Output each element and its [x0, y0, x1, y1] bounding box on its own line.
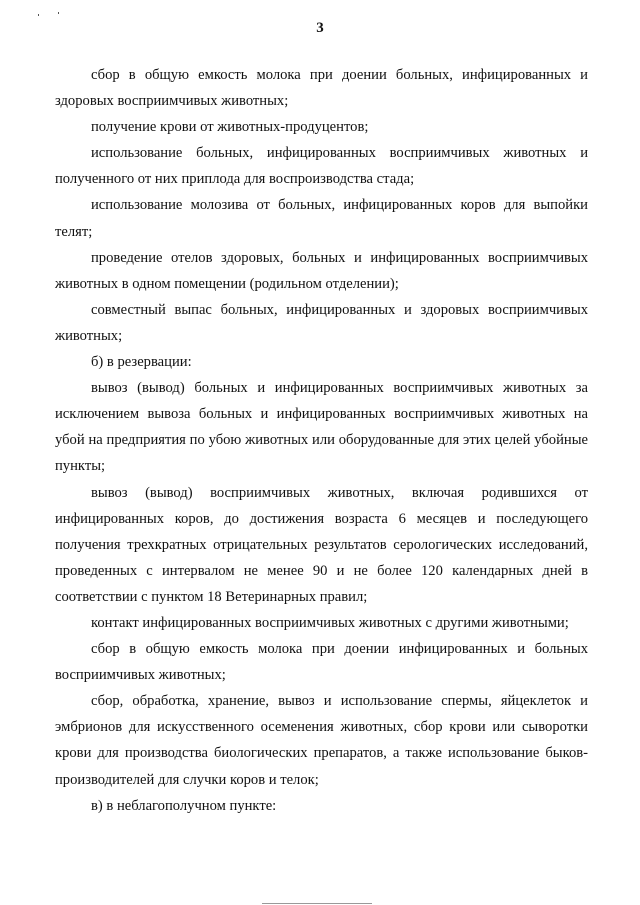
paragraph-use-for-reproduction: использование больных, инфицированных восприимчивых животных и полученного от них приплода для воспроизводства стада;	[55, 145, 588, 188]
paragraph-contact-infected: контакт инфицированных восприимчивых животных с другими животными;	[91, 614, 569, 631]
scan-artifact	[38, 14, 39, 16]
paragraph-milk-collection-healthy: сбор в общую емкость молока при доении больных, инфицированных и здоровых восприимчивых животных;	[55, 67, 588, 110]
paragraph-calving-together: проведение отелов здоровых, больных и инфицированных восприимчивых животных в одном помещении (родильном отделении);	[55, 249, 588, 292]
page-number: 3	[316, 20, 324, 36]
paragraph-export-susceptible-animals: вывоз (вывод) восприимчивых животных, включая родившихся от инфицированных коров, до достижения возраста 6 месяцев и последующего получения трехкратных отрицательных результатов серологических исследований, проведенных с интервалом не менее 90 и не более 120 календарных дней в соответствии с пунктом 18 Ветеринарных правил;	[55, 484, 588, 605]
paragraph-export-sick-animals: вывоз (вывод) больных и инфицированных восприимчивых животных за исключением вывоза больных и инфицированных восприимчивых животных на убой на предприятия по убою животных или оборудованные для этих целей убойные пункты;	[55, 380, 588, 475]
paragraph-joint-grazing: совместный выпас больных, инфицированных и здоровых восприимчивых животных;	[55, 301, 588, 344]
paragraph-blood-from-producers: получение крови от животных-продуцентов;	[91, 119, 369, 136]
section-heading-unfavorable-point: в) в неблагополучном пункте:	[91, 797, 277, 814]
paragraph-milk-collection-infected: сбор в общую емкость молока при доении инфицированных и больных восприимчивых животных;	[55, 641, 588, 684]
section-heading-reservation: б) в резервации:	[91, 354, 192, 371]
document-body	[55, 62, 588, 819]
paragraph-semen-collection: сбор, обработка, хранение, вывоз и использование спермы, яйцеклеток и эмбрионов для искусственного осеменения животных, сбор крови или сыворотки крови для производства биологических препаратов, а также использование быков-производителей для случки коров и телок;	[55, 693, 588, 788]
paragraph-colostrum-use: использование молозива от больных, инфицированных коров для выпойки телят;	[55, 197, 588, 240]
scan-artifact	[58, 12, 59, 14]
bottom-divider	[262, 903, 372, 904]
